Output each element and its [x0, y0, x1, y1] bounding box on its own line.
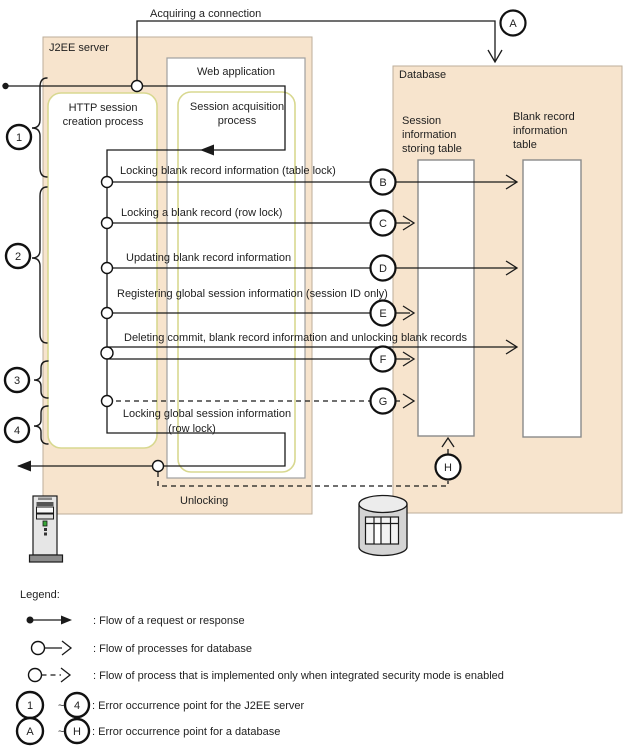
- badge-e-label: E: [379, 308, 387, 320]
- legend-badge-a-label: A: [26, 726, 34, 738]
- lifeline-node-f: [101, 347, 113, 359]
- legend-badge-1-label: 1: [26, 700, 34, 712]
- connection-node-circle: [132, 81, 143, 92]
- flow-c-label: Locking a blank record (row lock): [121, 207, 283, 219]
- j2ee-server-label: J2EE server: [49, 42, 109, 54]
- legend-row4-text: : Error occurrence point for the J2EE server: [92, 700, 305, 712]
- http-box-label-line1: HTTP session: [68, 102, 138, 114]
- flow-f-label: Deleting commit, blank record information and unlocking blank records: [124, 332, 468, 344]
- legend-badge-4-label: 4: [73, 700, 81, 712]
- session-box-label-line1: Session acquisition: [189, 101, 285, 113]
- blank-table-label-line3: table: [513, 139, 537, 151]
- unlocking-label: Unlocking: [180, 495, 229, 507]
- legend-title: Legend:: [20, 589, 60, 601]
- database-cylinder-icon: [359, 496, 407, 556]
- legend-badge-h-label: H: [73, 726, 81, 738]
- blank-table-label-line1: Blank record: [513, 111, 575, 123]
- legend-circle-icon: [32, 642, 45, 655]
- flow-b-label: Locking blank record information (table lock): [120, 165, 336, 177]
- error-point-4-label: 4: [13, 425, 21, 437]
- legend-row5-text: : Error occurrence point for a database: [92, 726, 281, 738]
- legend-dashed-circle-icon: [29, 669, 42, 682]
- badge-b-label: B: [379, 177, 387, 189]
- badge-c-label: C: [379, 218, 387, 230]
- error-point-2-label: 2: [14, 251, 22, 263]
- lifeline-node-c: [102, 218, 113, 229]
- http-box-label-line2: creation process: [62, 116, 144, 128]
- session-information-storing-table: [418, 160, 474, 436]
- legend-dashed-arrow-icon: [61, 668, 70, 682]
- legend-row1-text: : Flow of a request or response: [93, 615, 245, 627]
- badge-f-label: F: [379, 354, 387, 366]
- flow-g-label-line2: (row lock): [168, 423, 216, 435]
- badge-d-label: D: [379, 263, 387, 275]
- lifeline-node-b: [102, 177, 113, 188]
- server-tower-icon: [30, 496, 63, 562]
- flow-d-label: Updating blank record information: [126, 252, 292, 264]
- legend-filled-arrow-icon: [61, 616, 72, 625]
- legend-row2-text: : Flow of processes for database: [93, 643, 252, 655]
- session-table-label-line2: information: [402, 129, 457, 141]
- legend-open-arrow-icon: [62, 641, 71, 655]
- legend-row3-text: : Flow of process that is implemented only when integrated security mode is enabled: [93, 670, 504, 682]
- badge-g-label: G: [378, 396, 388, 408]
- badge-h-label: H: [444, 462, 452, 474]
- legend-tilde-2: ~: [58, 726, 65, 738]
- session-table-label-line1: Session: [402, 115, 442, 127]
- legend-tilde-1: ~: [58, 700, 65, 712]
- blank-record-information-table: [523, 160, 581, 437]
- session-box-label-line2: process: [217, 115, 257, 127]
- legend: [17, 589, 504, 744]
- error-point-3-label: 3: [13, 375, 21, 387]
- error-point-1-label: 1: [15, 132, 23, 144]
- flow-e-label: Registering global session information (session ID only): [117, 288, 388, 300]
- acquiring-connection-label: Acquiring a connection: [150, 8, 262, 20]
- lifeline-node-d: [102, 263, 113, 274]
- session-table-label-line3: storing table: [402, 143, 462, 155]
- response-left-arrow-icon: [17, 461, 31, 472]
- badge-a-label: A: [509, 18, 517, 30]
- lifeline-node-g: [102, 396, 113, 407]
- blank-table-label-line2: information: [513, 125, 568, 137]
- flow-g-label-line1: Locking global session information: [122, 408, 292, 420]
- lifeline-node-e: [102, 308, 113, 319]
- unlocking-node-circle: [153, 461, 164, 472]
- web-application-label: Web application: [196, 66, 276, 78]
- database-label: Database: [399, 69, 447, 81]
- request-origin-dot: [2, 83, 8, 89]
